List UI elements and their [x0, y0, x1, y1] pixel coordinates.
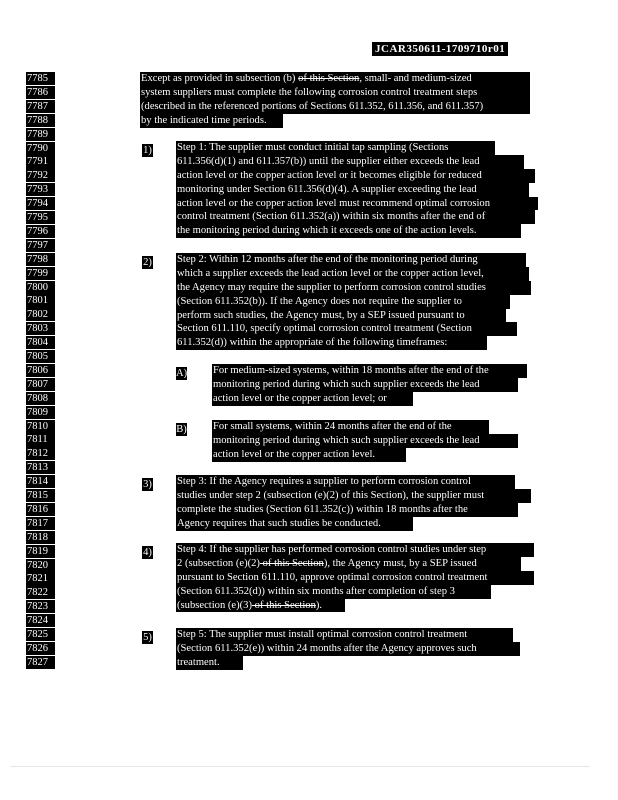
line-number: 7806 [26, 364, 55, 377]
line-number: 7807 [26, 378, 55, 391]
step-2-marker: 2) [143, 257, 152, 268]
line-number: 7815 [26, 489, 55, 502]
line-number: 7825 [26, 628, 55, 641]
document-id: JCAR350611-1709710r01 [372, 42, 508, 56]
line-number: 7804 [26, 336, 55, 349]
line-number: 7800 [26, 281, 55, 294]
step-2 [176, 253, 531, 350]
line-number: 7814 [26, 475, 55, 488]
step-line: action level or the copper action level. [212, 448, 406, 462]
line-number: 7801 [26, 294, 55, 307]
step-line: action level or the copper action level or it becomes eligible for reduced [176, 169, 535, 183]
step-line: (Section 611.352(e)) within 24 months after the Agency approves such [176, 642, 520, 656]
intro-line: Except as provided in subsection (b) of this Section, small- and medium-sized [140, 72, 530, 86]
step-line: action level or the copper action level; or [212, 392, 413, 406]
line-number: 7821 [26, 572, 55, 585]
line-number: 7809 [26, 406, 55, 419]
step-1 [176, 141, 538, 238]
step-line: perform such studies, the Agency must, by a SEP issued pursuant to [176, 309, 506, 323]
step-1-marker: 1) [143, 145, 152, 156]
intro-line: system suppliers must complete the following corrosion control treatment steps [140, 86, 530, 100]
line-number: 7816 [26, 503, 55, 516]
line-number: 7793 [26, 183, 55, 196]
line-number: 7798 [26, 253, 55, 266]
step-line: action level or the copper action level must recommend optimal corrosion [176, 197, 538, 211]
line-number: 7817 [26, 517, 55, 530]
step-line: For small systems, within 24 months after the end of the [212, 420, 489, 434]
line-number: 7824 [26, 614, 55, 627]
line-number: 7823 [26, 600, 55, 613]
step-line: 611.356(d)(1) and 611.357(b)) until the supplier either exceeds the lead [176, 155, 524, 169]
step-line: studies under step 2 (subsection (e)(2) of this Section), the supplier must [176, 489, 531, 503]
step-line: 611.352(d)) within the appropriate of the following timeframes: [176, 336, 487, 350]
line-number: 7803 [26, 322, 55, 335]
line-number: 7797 [26, 239, 55, 252]
step-line: Step 1: The supplier must conduct initial tap sampling (Sections [176, 141, 495, 155]
step-line: monitoring period during which such supplier exceeds the lead [212, 378, 518, 392]
line-number: 7813 [26, 461, 55, 474]
step-line: 2 (subsection (e)(2) of this Section), the Agency must, by a SEP issued [176, 557, 521, 571]
step-line: monitoring under Section 611.356(d)(4). A supplier exceeding the lead [176, 183, 529, 197]
step-line: (subsection (e)(3) of this Section). [176, 599, 345, 613]
line-number: 7796 [26, 225, 55, 238]
step-5-marker: 5) [143, 632, 152, 643]
step-4-marker: 4) [143, 547, 152, 558]
line-number: 7794 [26, 197, 55, 210]
line-number: 7811 [26, 433, 55, 446]
step-3-marker: 3) [143, 479, 152, 490]
step-line: Step 3: If the Agency requires a supplier to perform corrosion control [176, 475, 515, 489]
intro-line: (described in the referenced portions of Sections 611.352, 611.356, and 611.357) [140, 100, 530, 114]
step-line: Step 2: Within 12 months after the end of the monitoring period during [176, 253, 526, 267]
line-number: 7810 [26, 420, 55, 433]
step-line: Step 4: If the supplier has performed corrosion control studies under step [176, 543, 534, 557]
step-line: (Section 611.352(b)). If the Agency does not require the supplier to [176, 295, 510, 309]
intro-paragraph [140, 72, 530, 128]
sub-b-marker: B) [176, 424, 187, 435]
line-number: 7820 [26, 559, 55, 572]
step-line: monitoring period during which such supplier exceeds the lead [212, 434, 518, 448]
line-number: 7819 [26, 545, 55, 558]
line-number: 7799 [26, 267, 55, 280]
sub-item-b [212, 420, 518, 462]
line-number: 7805 [26, 350, 55, 363]
step-5 [176, 628, 520, 670]
sub-item-a [212, 364, 527, 406]
step-line: complete the studies (Section 611.352(c)) within 18 months after the [176, 503, 518, 517]
step-line: (Section 611.352(d)) within six months after completion of step 3 [176, 585, 491, 599]
line-number: 7791 [26, 155, 55, 168]
footer-rule [10, 766, 590, 767]
line-number: 7808 [26, 392, 55, 405]
intro-line: by the indicated time periods. [140, 114, 283, 128]
step-line: the Agency may require the supplier to perform corrosion control studies [176, 281, 531, 295]
sub-a-marker: A) [176, 368, 188, 379]
step-4 [176, 543, 534, 612]
step-line: the monitoring period during which it exceeds one of the action levels. [176, 224, 521, 238]
line-number: 7785 [26, 72, 55, 85]
line-number: 7788 [26, 114, 55, 127]
line-number: 7795 [26, 211, 55, 224]
line-number: 7826 [26, 642, 55, 655]
line-number: 7787 [26, 100, 55, 113]
step-line: Section 611.110, specify optimal corrosion control treatment (Section [176, 322, 517, 336]
step-line: which a supplier exceeds the lead action level or the copper action level, [176, 267, 529, 281]
step-line: control treatment (Section 611.352(a)) within six months after the end of [176, 210, 535, 224]
step-line: For medium-sized systems, within 18 months after the end of the [212, 364, 527, 378]
line-number: 7822 [26, 586, 55, 599]
line-number: 7812 [26, 447, 55, 460]
line-number: 7827 [26, 656, 55, 669]
step-line: pursuant to Section 611.110, approve optimal corrosion control treatment [176, 571, 534, 585]
step-line: treatment. [176, 656, 243, 670]
step-line: Agency requires that such studies be conducted. [176, 517, 413, 531]
line-number: 7802 [26, 308, 55, 321]
step-line: Step 5: The supplier must install optimal corrosion control treatment [176, 628, 513, 642]
line-number: 7818 [26, 531, 55, 544]
line-number: 7786 [26, 86, 55, 99]
line-number: 7790 [26, 142, 55, 155]
line-number: 7792 [26, 169, 55, 182]
step-3 [176, 475, 531, 531]
line-number: 7789 [26, 128, 55, 141]
